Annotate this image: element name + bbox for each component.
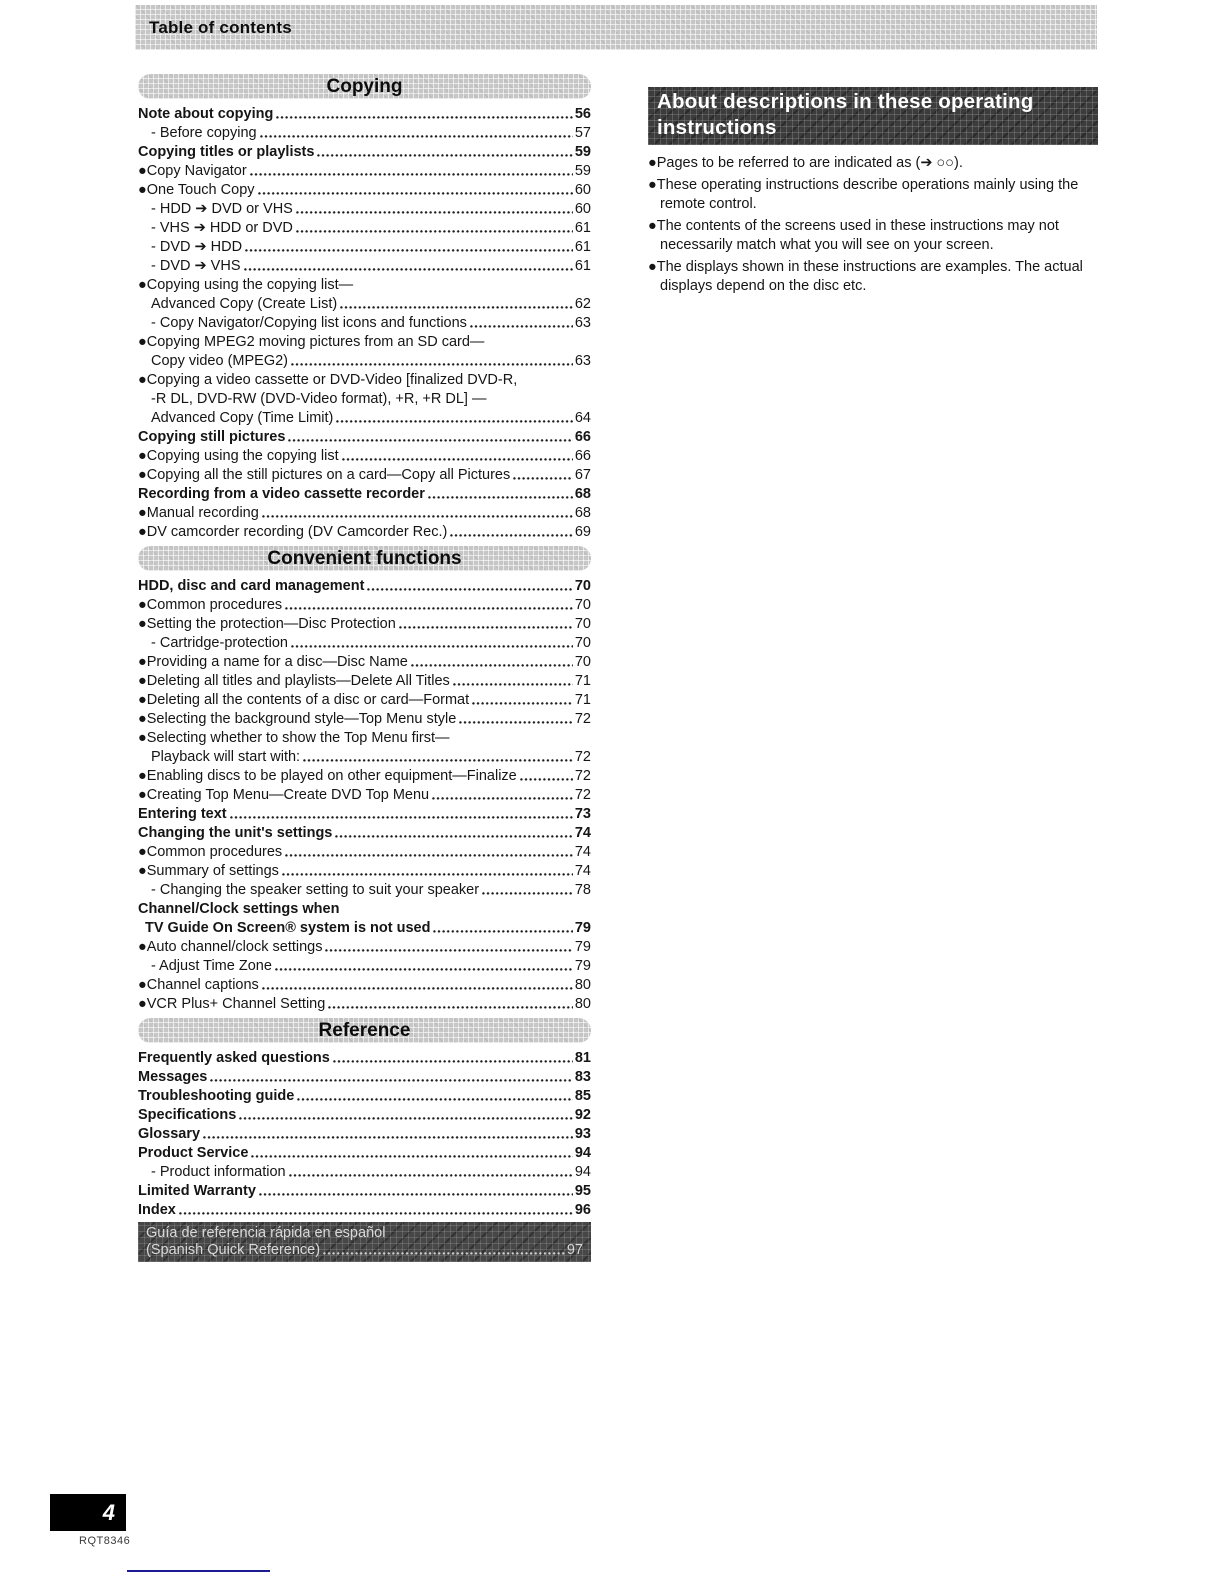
toc-page-number: 72 xyxy=(574,768,591,784)
dotted-leader xyxy=(472,702,573,705)
dotted-leader xyxy=(325,949,572,952)
toc-page-number: 63 xyxy=(574,353,591,369)
spanish-quick-reference-bar xyxy=(138,1222,591,1262)
toc-entry-line xyxy=(138,1048,591,1067)
toc-page-number: 64 xyxy=(574,410,591,426)
toc-entry-line xyxy=(138,766,591,785)
toc-entry-text: Copy video (MPEG2) xyxy=(151,353,288,369)
toc-entry-line xyxy=(138,880,591,899)
toc-entry-text: Messages xyxy=(138,1069,208,1085)
dotted-leader xyxy=(459,721,573,724)
dotted-leader xyxy=(333,1060,573,1063)
toc-page-number: 80 xyxy=(574,977,591,993)
toc-entry-line xyxy=(138,709,591,728)
about-bullet-text: ●These operating instructions describe operations mainly using the remote control. xyxy=(648,177,1079,212)
toc-entry-text: Troubleshooting guide xyxy=(138,1088,295,1104)
toc-entry-text: - HDD ➔ DVD or VHS xyxy=(151,201,293,217)
toc-page-number: 59 xyxy=(574,163,591,179)
toc-entry-text: ●Selecting whether to show the Top Menu first— xyxy=(138,730,450,746)
toc-entry-line xyxy=(138,1181,591,1200)
toc-entry-text: ●Common procedures xyxy=(138,844,283,860)
toc-entry-line xyxy=(138,313,591,332)
doc-code: RQT8346 xyxy=(79,1535,131,1547)
about-section-header xyxy=(648,87,1098,145)
spanish-line-2: (Spanish Quick Reference) xyxy=(146,1242,321,1258)
toc-page-number: 62 xyxy=(574,296,591,312)
dotted-leader xyxy=(244,268,573,271)
toc-page-number: 71 xyxy=(574,673,591,689)
toc-entry-line xyxy=(138,104,591,123)
toc-entry-text: - DVD ➔ HDD xyxy=(151,239,243,255)
toc-entry-line xyxy=(138,1067,591,1086)
toc-entry-line xyxy=(138,180,591,199)
toc-entry-text: ●Enabling discs to be played on other equipment—Finalize xyxy=(138,768,517,784)
toc-page-number: 79 xyxy=(574,920,591,936)
toc-entry-text: Advanced Copy (Time Limit) xyxy=(151,410,334,426)
toc-page-number: 93 xyxy=(574,1126,591,1142)
toc-entry-text: - DVD ➔ VHS xyxy=(151,258,241,274)
toc-entry-line xyxy=(138,633,591,652)
toc-page-number: 96 xyxy=(574,1202,591,1218)
toc-entry-line xyxy=(138,918,591,937)
toc-page-number: 68 xyxy=(574,486,591,502)
about-bullet-text: ●The contents of the screens used in these instructions may not necessarily match what you will see on your screen. xyxy=(648,218,1059,253)
toc-entry-line xyxy=(138,1105,591,1124)
dotted-leader xyxy=(428,496,573,499)
toc-entry-text: ●Deleting all the contents of a disc or card—Format xyxy=(138,692,470,708)
dotted-leader xyxy=(296,230,573,233)
toc-entry-text: - Product information xyxy=(151,1164,286,1180)
toc-entry-line xyxy=(138,465,591,484)
toc-entry-line xyxy=(138,142,591,161)
dotted-leader xyxy=(513,477,573,480)
toc-page-number: 74 xyxy=(574,825,591,841)
toc-entry-text: Channel/Clock settings when xyxy=(138,901,340,917)
toc-entry-line xyxy=(138,522,591,541)
toc-entry-line xyxy=(138,614,591,633)
about-column xyxy=(648,87,1098,299)
about-bullet-text: ●The displays shown in these instructions are examples. The actual displays depend on the disc etc. xyxy=(648,259,1083,294)
dotted-leader xyxy=(340,306,573,309)
dotted-leader xyxy=(291,645,573,648)
toc-entry-text: Recording from a video cassette recorder xyxy=(138,486,425,502)
toc-entry-text: - Before copying xyxy=(151,125,257,141)
dotted-leader xyxy=(210,1079,573,1082)
toc-entry-line xyxy=(138,576,591,595)
toc-page-number: 70 xyxy=(574,616,591,632)
toc-entry-line xyxy=(138,937,591,956)
toc-entry-text: ●VCR Plus+ Channel Setting xyxy=(138,996,326,1012)
toc-entry-line xyxy=(138,370,591,389)
toc-page-number: 97 xyxy=(566,1242,583,1258)
dotted-leader xyxy=(433,930,572,933)
toc-entry-line xyxy=(138,218,591,237)
toc-page-number: 79 xyxy=(574,958,591,974)
toc-entry-line xyxy=(138,956,591,975)
toc-entry-text: Note about copying xyxy=(138,106,274,122)
toc-page-number: 81 xyxy=(574,1050,591,1066)
dotted-leader xyxy=(250,173,573,176)
dotted-leader xyxy=(470,325,573,328)
toc-entry-text: Playback will start with: xyxy=(151,749,301,765)
toc-entry-text: Copying titles or playlists xyxy=(138,144,315,160)
toc-entry-line xyxy=(138,275,591,294)
toc-entry-line xyxy=(138,899,591,918)
toc-entry-text: - Changing the speaker setting to suit your speaker xyxy=(151,882,480,898)
toc-entry-text: Index xyxy=(138,1202,176,1218)
toc-entry-line xyxy=(138,484,591,503)
toc-page-number: 72 xyxy=(574,787,591,803)
dotted-leader xyxy=(282,873,573,876)
section-header-copying: Copying xyxy=(138,74,591,99)
toc-page-number: 80 xyxy=(574,996,591,1012)
toc-entry-text: TV Guide On Screen® system is not used xyxy=(145,920,431,936)
about-bullet-list xyxy=(648,154,1098,296)
toc-entry-text: Changing the unit's settings xyxy=(138,825,333,841)
dotted-leader xyxy=(251,1155,572,1158)
toc-entry-line xyxy=(138,842,591,861)
toc-entry-line xyxy=(138,199,591,218)
toc-entry-line xyxy=(138,389,591,408)
toc-page-number: 83 xyxy=(574,1069,591,1085)
dotted-leader xyxy=(288,439,572,442)
toc-entry-text: ●Deleting all titles and playlists—Delete All Titles xyxy=(138,673,450,689)
dotted-leader xyxy=(259,1193,573,1196)
toc-entry-text: Entering text xyxy=(138,806,227,822)
dotted-leader xyxy=(203,1136,573,1139)
dotted-leader xyxy=(367,588,572,591)
section-header-reference: Reference xyxy=(138,1018,591,1043)
dotted-leader xyxy=(179,1212,573,1215)
toc-entry-line xyxy=(138,1143,591,1162)
dotted-leader xyxy=(432,797,573,800)
toc-entry-line xyxy=(138,408,591,427)
toc-page-number: 94 xyxy=(574,1164,591,1180)
page-title: Table of contents xyxy=(149,17,292,37)
toc-entry-line xyxy=(138,427,591,446)
dotted-leader xyxy=(262,987,573,990)
toc-entry-text: ●Auto channel/clock settings xyxy=(138,939,323,955)
toc-entry-text: ●One Touch Copy xyxy=(138,182,255,198)
dotted-leader xyxy=(285,607,573,610)
toc-page-number: 72 xyxy=(574,749,591,765)
dotted-leader xyxy=(245,249,573,252)
toc-entry-text: ●Copying all the still pictures on a card—Copy all Pictures xyxy=(138,467,511,483)
dotted-leader xyxy=(317,154,572,157)
toc-page-number: 85 xyxy=(574,1088,591,1104)
toc-entry-text: Frequently asked questions xyxy=(138,1050,330,1066)
toc-page-number: 57 xyxy=(574,125,591,141)
toc-entry-text: ●Manual recording xyxy=(138,505,259,521)
scan-mark-line xyxy=(127,1570,270,1572)
dotted-leader xyxy=(336,420,572,423)
toc-entry-text: Limited Warranty xyxy=(138,1183,256,1199)
toc-entry-line xyxy=(138,1162,591,1181)
toc-entry-text: -R DL, DVD-RW (DVD-Video format), +R, +R DL] — xyxy=(151,391,487,407)
toc-entry-line xyxy=(138,503,591,522)
dotted-leader xyxy=(453,683,573,686)
dotted-leader xyxy=(335,835,572,838)
toc-entry-line xyxy=(138,747,591,766)
toc-entry-text: ●Channel captions xyxy=(138,977,259,993)
toc-entry-text: - VHS ➔ HDD or DVD xyxy=(151,220,293,236)
toc-page-number: 63 xyxy=(574,315,591,331)
toc-entry-line xyxy=(138,123,591,142)
toc-entry-line xyxy=(138,446,591,465)
toc-page-number: 69 xyxy=(574,524,591,540)
dotted-leader xyxy=(450,534,573,537)
dotted-leader xyxy=(258,192,573,195)
dotted-leader xyxy=(411,664,573,667)
toc-page-number: 92 xyxy=(574,1107,591,1123)
toc-page-number: 79 xyxy=(574,939,591,955)
dotted-leader xyxy=(303,759,573,762)
about-bullet-text: ●Pages to be referred to are indicated as (➔ ○○). xyxy=(648,155,963,171)
dotted-leader xyxy=(291,363,573,366)
toc-entry-line xyxy=(138,690,591,709)
toc-entry-line xyxy=(138,351,591,370)
toc-entry-text: ●Creating Top Menu—Create DVD Top Menu xyxy=(138,787,430,803)
toc-entry-line xyxy=(138,1200,591,1219)
toc-entry-line xyxy=(138,1086,591,1105)
toc-page-number: 60 xyxy=(574,182,591,198)
toc-entry-text: ●Summary of settings xyxy=(138,863,279,879)
toc-entry-line xyxy=(138,652,591,671)
toc-entry-text: - Cartridge-protection xyxy=(151,635,288,651)
toc-entry-text: ●Copy Navigator xyxy=(138,163,247,179)
toc-entry-line xyxy=(138,785,591,804)
dotted-leader xyxy=(482,892,573,895)
toc-entry-text: Product Service xyxy=(138,1145,249,1161)
toc-page-number: 78 xyxy=(574,882,591,898)
section-header-convenient-functions: Convenient functions xyxy=(138,546,591,571)
toc-entry-text: ●Common procedures xyxy=(138,597,283,613)
toc-page-number: 61 xyxy=(574,258,591,274)
dotted-leader xyxy=(399,626,573,629)
toc-page-number: 66 xyxy=(574,448,591,464)
toc-page-number: 74 xyxy=(574,844,591,860)
toc-entry-line xyxy=(138,861,591,880)
toc-entry-line xyxy=(138,294,591,313)
toc-entry-line xyxy=(138,237,591,256)
toc-page-number: 61 xyxy=(574,220,591,236)
dotted-leader xyxy=(296,211,573,214)
toc-entry-line xyxy=(138,1124,591,1143)
toc-page-number: 74 xyxy=(574,863,591,879)
toc-entry-text: ●Copying using the copying list— xyxy=(138,277,354,293)
toc-entry-text: Advanced Copy (Create List) xyxy=(151,296,338,312)
dotted-leader xyxy=(297,1098,573,1101)
toc-entry-line xyxy=(138,671,591,690)
toc-entry-line xyxy=(138,975,591,994)
dotted-leader xyxy=(520,778,573,781)
toc-entry-line xyxy=(138,595,591,614)
toc-entry-text: HDD, disc and card management xyxy=(138,578,365,594)
toc-page-number: 72 xyxy=(574,711,591,727)
dotted-leader xyxy=(230,816,573,819)
toc-entry-text: ●Selecting the background style—Top Menu style xyxy=(138,711,457,727)
spanish-line-1: Guía de referencia rápida en español xyxy=(146,1225,386,1241)
page-number: 4 xyxy=(102,1500,115,1525)
dotted-leader xyxy=(260,135,573,138)
page-header-bar xyxy=(135,5,1097,50)
toc-entry-text: - Copy Navigator/Copying list icons and functions xyxy=(151,315,467,331)
toc-entry-text: ●Copying using the copying list xyxy=(138,448,339,464)
toc-entry-text: Specifications xyxy=(138,1107,237,1123)
dotted-leader xyxy=(289,1174,573,1177)
toc-entry-text: Glossary xyxy=(138,1126,201,1142)
toc-entry-line xyxy=(138,256,591,275)
toc-page-number: 60 xyxy=(574,201,591,217)
toc-page-number: 56 xyxy=(574,106,591,122)
toc-page-number: 70 xyxy=(574,578,591,594)
toc-entry-line xyxy=(138,804,591,823)
dotted-leader xyxy=(239,1117,573,1120)
toc-page-number: 73 xyxy=(574,806,591,822)
toc-entry-text: Copying still pictures xyxy=(138,429,286,445)
dotted-leader xyxy=(276,116,573,119)
about-section-title: About descriptions in these operating instructions xyxy=(657,90,1034,139)
toc-page-number: 67 xyxy=(574,467,591,483)
toc-entry-line xyxy=(138,161,591,180)
toc-entry-text: ●DV camcorder recording (DV Camcorder Rec.) xyxy=(138,524,448,540)
toc-entry-line xyxy=(138,728,591,747)
toc-page-number: 70 xyxy=(574,635,591,651)
toc-page-number: 59 xyxy=(574,144,591,160)
toc-page-number: 70 xyxy=(574,597,591,613)
toc-page-number: 94 xyxy=(574,1145,591,1161)
toc-entry-text: ●Setting the protection—Disc Protection xyxy=(138,616,396,632)
toc-entry-text: ●Providing a name for a disc—Disc Name xyxy=(138,654,408,670)
toc-page-number: 61 xyxy=(574,239,591,255)
dotted-leader xyxy=(323,1252,565,1255)
toc-page-number: 70 xyxy=(574,654,591,670)
toc-page-number: 95 xyxy=(574,1183,591,1199)
toc-entry-text: ●Copying MPEG2 moving pictures from an SD card— xyxy=(138,334,485,350)
toc-entry-line xyxy=(138,823,591,842)
page-number-tab xyxy=(50,1494,126,1531)
toc-entry-text: - Adjust Time Zone xyxy=(151,958,272,974)
toc-page-number: 71 xyxy=(574,692,591,708)
toc-page-number: 68 xyxy=(574,505,591,521)
toc-entry-text: ●Copying a video cassette or DVD-Video [finalized DVD-R, xyxy=(138,372,518,388)
toc-column xyxy=(138,74,591,1262)
dotted-leader xyxy=(275,968,573,971)
dotted-leader xyxy=(328,1006,573,1009)
toc-page-number: 66 xyxy=(574,429,591,445)
dotted-leader xyxy=(262,515,573,518)
dotted-leader xyxy=(285,854,573,857)
toc-entry-line xyxy=(138,332,591,351)
dotted-leader xyxy=(342,458,573,461)
toc-entry-line xyxy=(138,994,591,1013)
